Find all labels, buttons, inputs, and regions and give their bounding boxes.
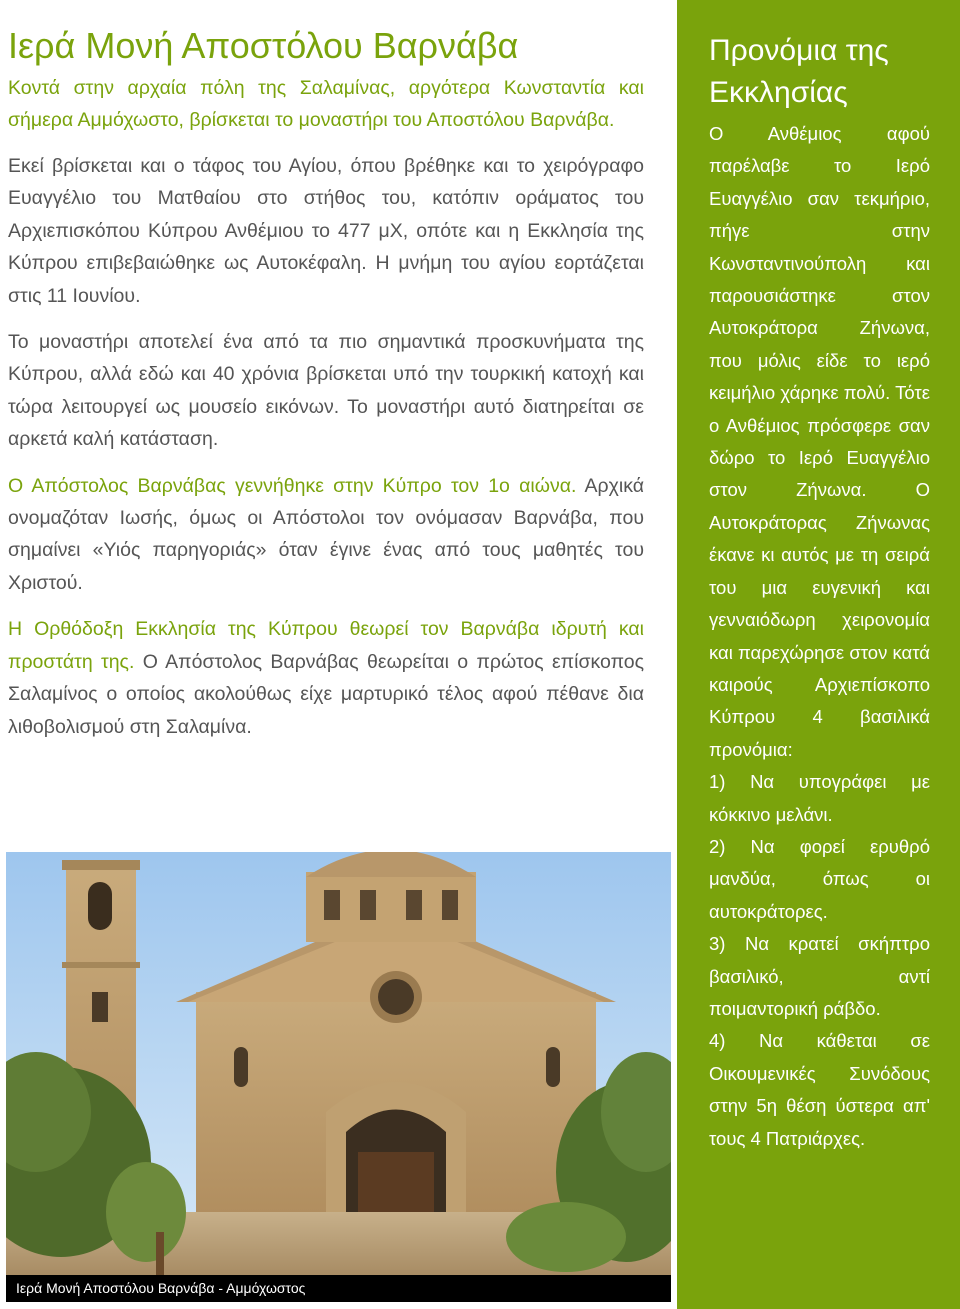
paragraph-3-body: Αρχικά ονομαζόταν Ιωσής, όμως οι Απόστολοι τον ονόμασαν Βαρνάβα, που σημαίνει «Υιός παρηγοριάς» όταν έγινε ένας από τους μαθητές του Χριστού. — [8, 474, 644, 594]
article-paragraph-1: Εκεί βρίσκεται και ο τάφος του Αγίου, όπου βρέθηκε και το χειρόγραφο Ευαγγέλιο του Ματθαίου στο στήθος του, κατόπιν οράματος του Αρχιεπισκόπου Κύπρου Ανθέμιου το 477 μΧ, οπότε και η Εκκλησία της Κύπρου επιβεβαιώθηκε ως Αυτοκέφαλη. Η μνήμη του αγίου εορτάζεται στις 11 Ιουνίου. — [8, 155, 644, 307]
article-paragraph-4 — [8, 613, 644, 743]
paragraph-3-highlight: Ο Απόστολος Βαρνάβας γεννήθηκε στην Κύπρο τον 1ο αιώνα. — [8, 474, 577, 497]
privilege-item-2: 2) Να φορεί ερυθρό μανδύα, όπως οι αυτοκράτορες. — [709, 835, 930, 922]
privilege-item-1: 1) Να υπογράφει με κόκκινο μελάνι. — [709, 771, 930, 825]
paragraph-4-highlight: Η Ορθόδοξη Εκκλησία της Κύπρου θεωρεί τον Βαρνάβα ιδρυτή και προστάτη της. — [8, 618, 644, 673]
article — [8, 24, 644, 743]
article-intro: Κοντά στην αρχαία πόλη της Σαλαμίνας, αργότερα Κωνσταντία και σήμερα Αμμόχωστο, βρίσκεται το μοναστήρι του Αποστόλου Βαρνάβα. — [8, 77, 644, 131]
article-title: Ιερά Μονή Αποστόλου Βαρνάβα — [8, 25, 519, 66]
sidebar-text: Ο Ανθέμιος αφού παρέλαβε το Ιερό Ευαγγέλιο σαν τεκμήριο, πήγε στην Κωνσταντινούπολη και παρουσιάστηκε στον Αυτοκράτορα Ζήνωνα, που μόλις είδε το ιερό κειμήλιο χάρηκε πολύ. Τότε ο Ανθέμιος πρόσφερε σαν δώρο το Ιερό Ευαγγέλιο στον Ζήνωνα. Ο Αυτοκράτορας Ζήνωνας έκανε κι αυτός με τη σειρά του μια ευγενική και γενναιόδωρη χειρονομία και παρεχώρησε στον κατά καιρούς Αρχιεπίσκοπο Κύπρου 4 βασιλικά προνόμια: — [709, 123, 930, 760]
photo-caption: Ιερά Μονή Αποστόλου Βαρνάβα - Αμμόχωστος — [6, 1275, 671, 1302]
privilege-item-3: 3) Να κρατεί σκήπτρο βασιλικό, αντί ποιμαντορική ράβδο. — [709, 933, 930, 1019]
article-paragraph-3 — [8, 470, 644, 600]
privilege-item-4: 4) Να κάθεται σε Οικουμενικές Συνόδους στην 5η θέση ύστερα απ' τους 4 Πατριάρχες. — [709, 1030, 930, 1149]
article-paragraph-2: Το μοναστήρι αποτελεί ένα από τα πιο σημαντικά προσκυνήματα της Κύπρου, αλλά εδώ και 40 χρόνια βρίσκεται υπό την τουρκική κατοχή και τώρα λειτουργεί ως μουσείο εικόνων. Το μοναστήρι αυτό διατηρείται σε αρκετά καλή κατάσταση. — [8, 331, 644, 451]
sidebar-title: Προνόμια της Εκκλησίας — [709, 34, 889, 109]
privileges-sidebar — [677, 0, 960, 1309]
paragraph-4-body: Ο Απόστολος Βαρνάβας θεωρείται ο πρώτος επίσκοπος Σαλαμίνος ο οποίος ακολούθως είχε μαρτυρικό τέλος αφού πέθανε δια λιθοβολισμού στη Σαλαμίνα. — [8, 650, 644, 738]
monastery-photo — [6, 852, 671, 1275]
